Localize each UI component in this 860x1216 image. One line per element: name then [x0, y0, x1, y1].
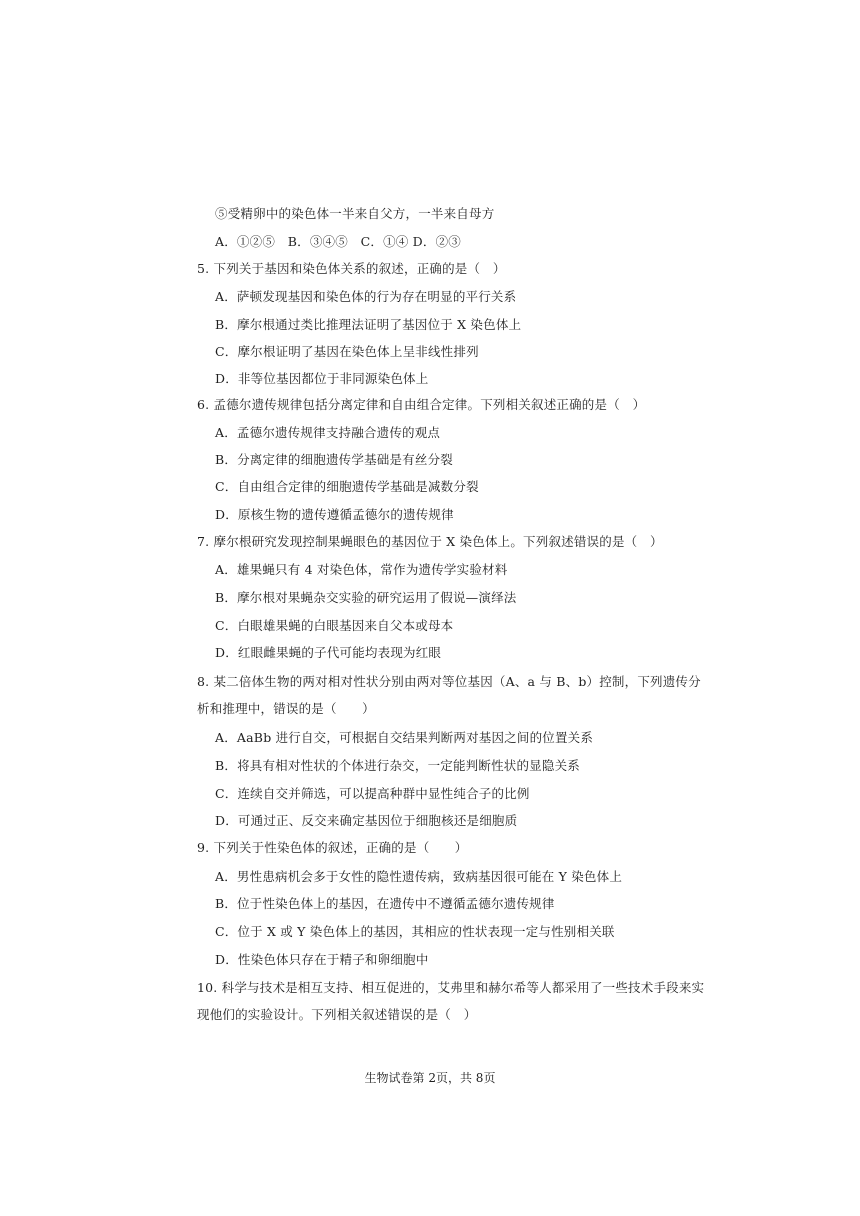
- q5-option-d: D．非等位基因都位于非同源染色体上: [215, 371, 429, 386]
- q10-stem-line1: 10. 科学与技术是相互支持、相互促进的，艾弗里和赫尔希等人都采用了一些技术手段来实: [197, 980, 705, 995]
- q4-statement-5: ⑤受精卵中的染色体一半来自父方，一半来自母方: [215, 206, 495, 221]
- q5-option-a: A．萨顿发现基因和染色体的行为存在明显的平行关系: [215, 289, 517, 304]
- q5-option-c: C．摩尔根证明了基因在染色体上呈非线性排列: [215, 344, 479, 359]
- q6-option-b: B．分离定律的细胞遗传学基础是有丝分裂: [215, 452, 453, 467]
- q7-option-a: A．雄果蝇只有 4 对染色体，常作为遗传学实验材料: [215, 562, 508, 577]
- q8-option-d: D．可通过正、反交来确定基因位于细胞核还是细胞质: [215, 813, 518, 828]
- q9-stem: 9. 下列关于性染色体的叙述，正确的是（ ）: [197, 840, 468, 855]
- q7-option-d: D．红眼雌果蝇的子代可能均表现为红眼: [215, 645, 442, 660]
- q8-option-c: C．连续自交并筛选，可以提高种群中显性纯合子的比例: [215, 786, 530, 801]
- q8-option-b: B．将具有相对性状的个体进行杂交，一定能判断性状的显隐关系: [215, 758, 580, 773]
- q4-options: A．①②⑤ B．③④⑤ C．①④ D．②③: [215, 234, 461, 249]
- q9-option-a: A．男性患病机会多于女性的隐性遗传病，致病基因很可能在 Y 染色体上: [215, 869, 623, 884]
- page-footer: 生物试卷第 2页，共 8页: [364, 1071, 496, 1085]
- q5-stem: 5. 下列关于基因和染色体关系的叙述，正确的是（ ）: [197, 261, 506, 276]
- q6-stem: 6. 孟德尔遗传规律包括分离定律和自由组合定律。下列相关叙述正确的是（ ）: [197, 397, 646, 412]
- q7-option-b: B．摩尔根对果蝇杂交实验的研究运用了假说—演绎法: [215, 590, 517, 605]
- q7-option-c: C．白眼雄果蝇的白眼基因来自父本或母本: [215, 618, 454, 633]
- q9-option-d: D．性染色体只存在于精子和卵细胞中: [215, 952, 429, 967]
- q6-option-a: A．孟德尔遗传规律支持融合遗传的观点: [215, 425, 441, 440]
- q5-option-b: B．摩尔根通过类比推理法证明了基因位于 X 染色体上: [215, 317, 522, 332]
- q9-option-b: B．位于性染色体上的基因，在遗传中不遵循孟德尔遗传规律: [215, 896, 555, 911]
- q6-option-c: C．自由组合定律的细胞遗传学基础是减数分裂: [215, 479, 479, 494]
- q7-stem: 7. 摩尔根研究发现控制果蝇眼色的基因位于 X 染色体上。下列叙述错误的是（ ）: [197, 534, 663, 549]
- q9-option-c: C．位于 X 或 Y 染色体上的基因，其相应的性状表现一定与性别相关联: [215, 924, 615, 939]
- q8-option-a: A．AaBb 进行自交，可根据自交结果判断两对基因之间的位置关系: [215, 730, 594, 745]
- q8-stem-line2: 析和推理中，错误的是（ ）: [197, 701, 375, 716]
- q6-option-d: D．原核生物的遗传遵循孟德尔的遗传规律: [215, 507, 454, 522]
- q10-stem-line2: 现他们的实验设计。下列相关叙述错误的是（ ）: [197, 1007, 477, 1022]
- q8-stem-line1: 8. 某二倍体生物的两对相对性状分别由两对等位基因（A、a 与 B、b）控制，下列遗传分: [197, 674, 701, 689]
